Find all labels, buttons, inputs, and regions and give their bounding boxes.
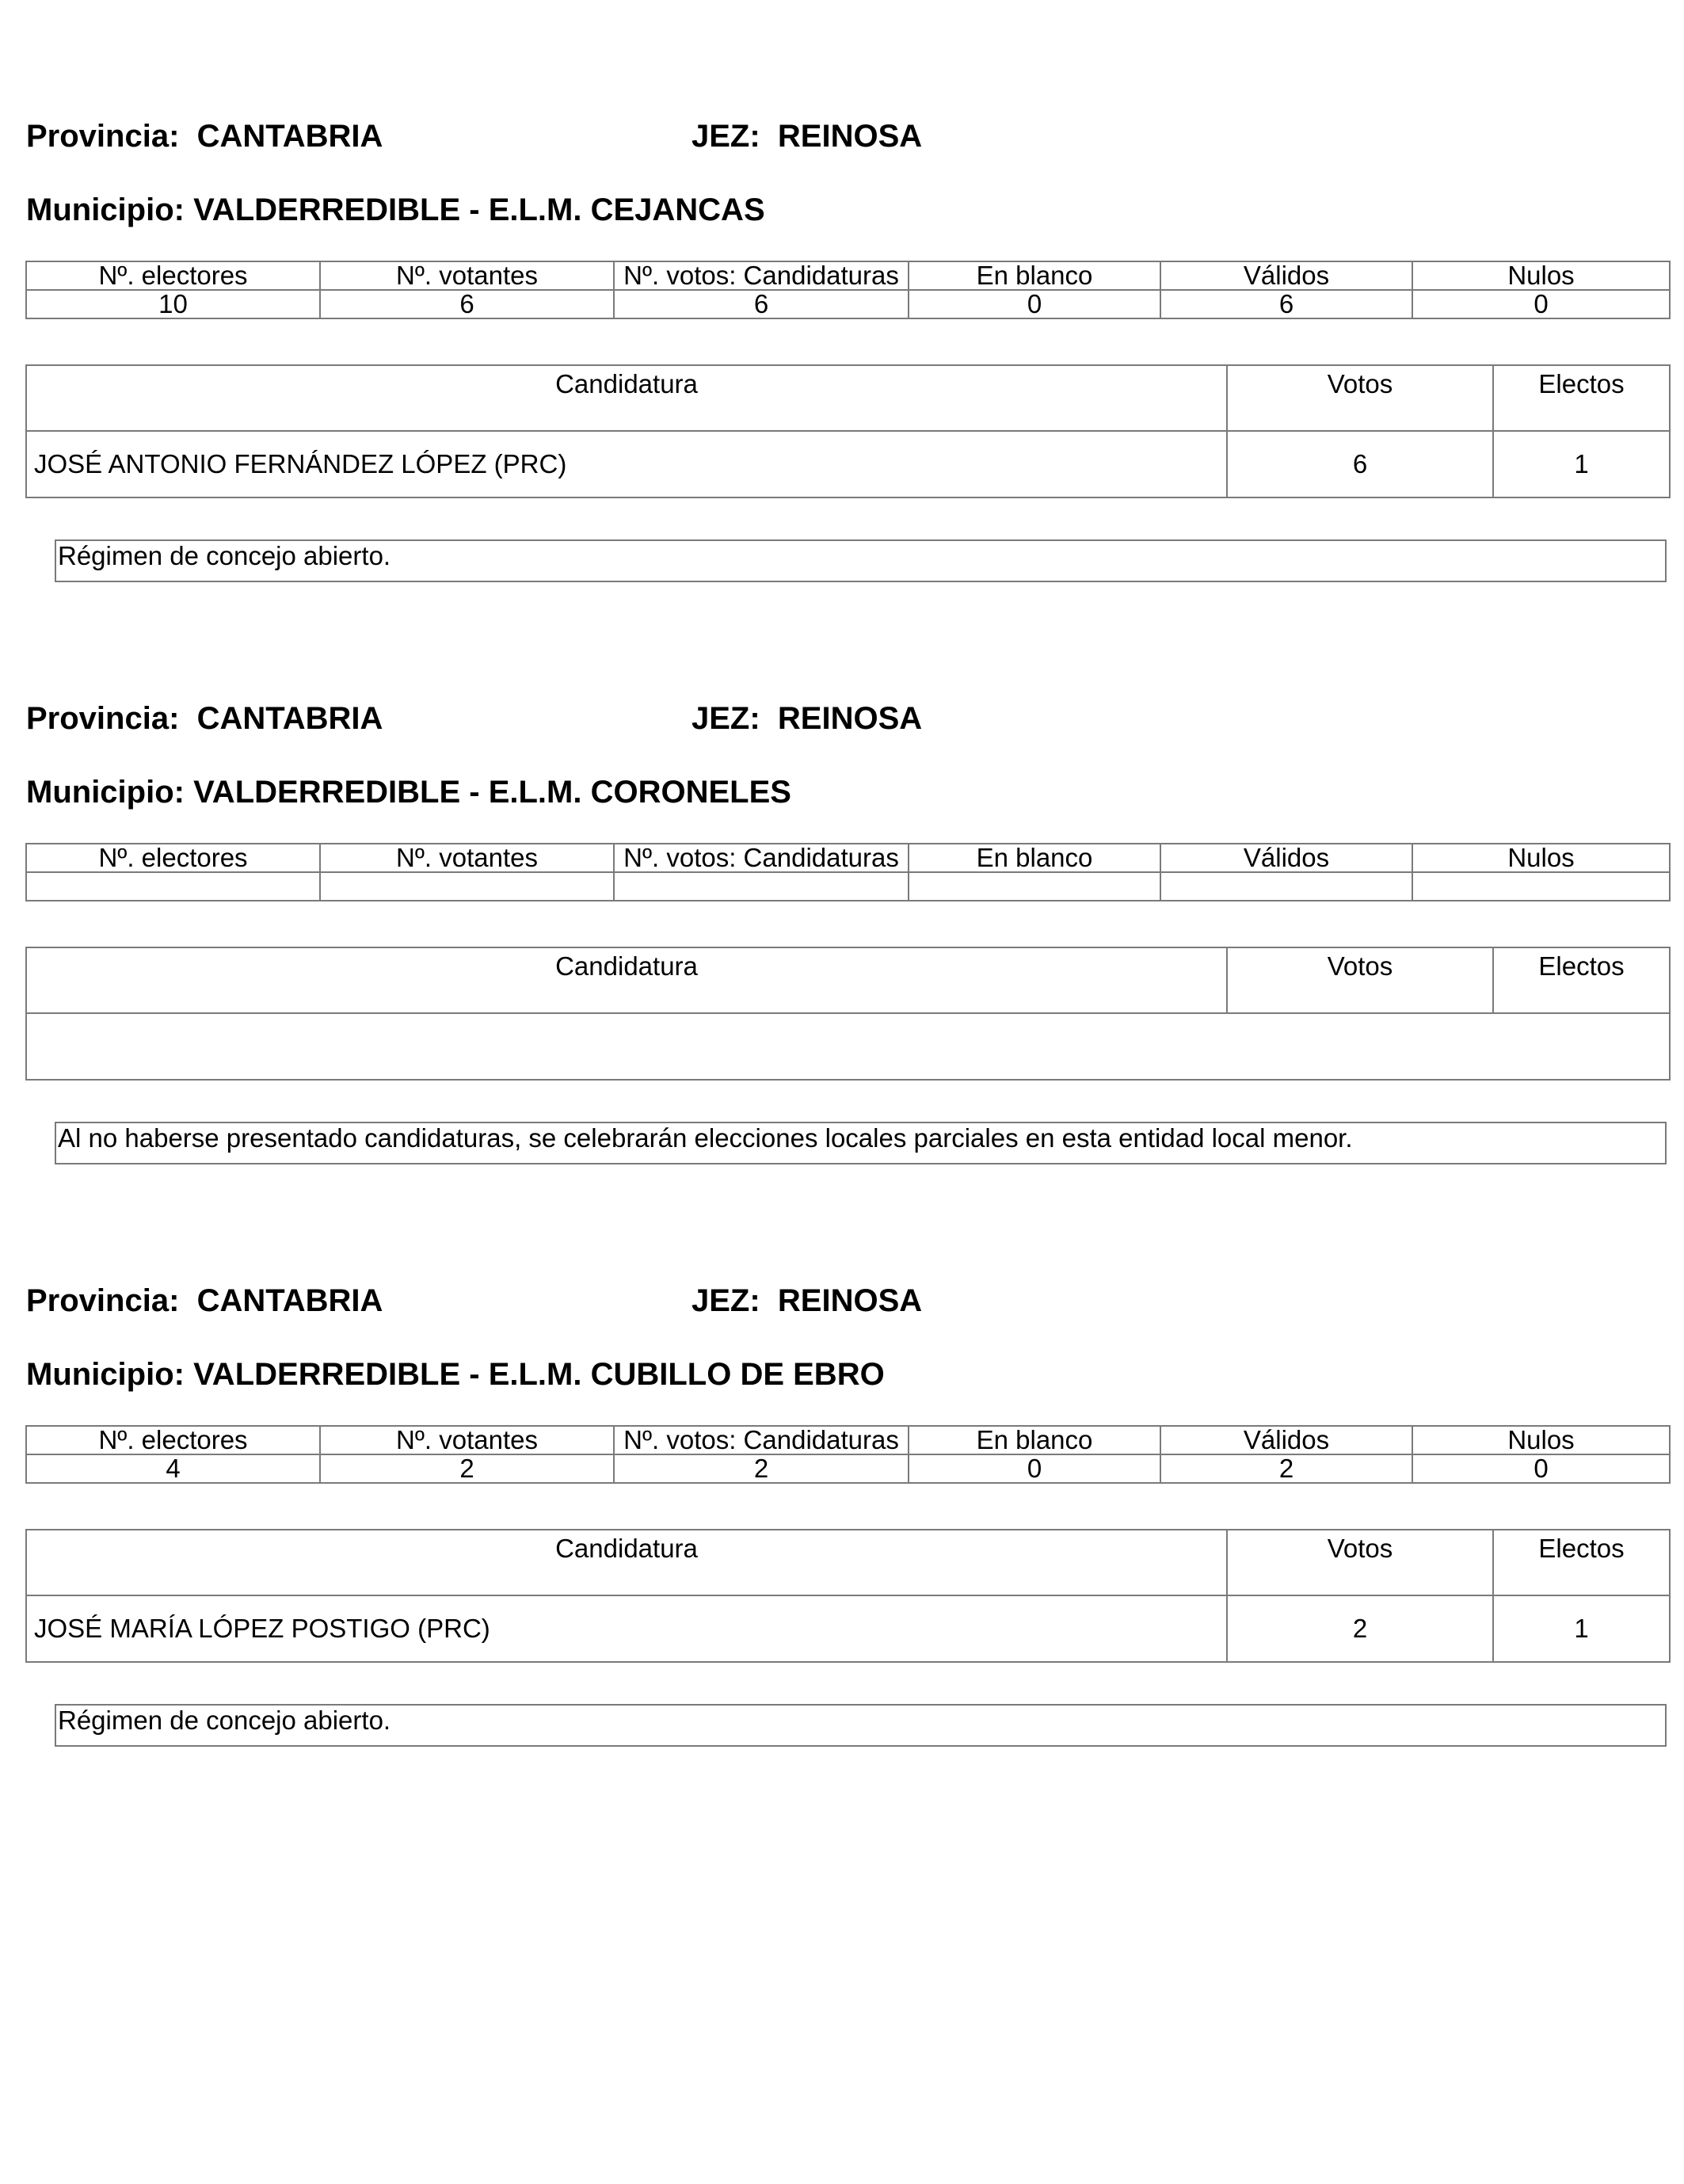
jez-heading: [692, 1282, 922, 1320]
municipio-value: VALDERREDIBLE - E.L.M. CUBILLO DE EBRO: [193, 1357, 885, 1392]
header-en-blanco: En blanco: [909, 844, 1160, 872]
header-votantes: Nº. votantes: [320, 844, 614, 872]
regime-note: Régimen de concejo abierto.: [55, 539, 1667, 582]
stats-value-row: [26, 290, 1670, 318]
jez-heading: [692, 699, 922, 738]
value-votantes: [320, 872, 614, 901]
value-electores: 10: [26, 290, 320, 318]
header-votos: Votos: [1227, 365, 1493, 431]
provincia-heading: [26, 1282, 383, 1320]
provincia-heading: [26, 117, 383, 155]
municipio-label: Municipio:: [26, 192, 185, 227]
stats-header-row: [26, 261, 1670, 290]
header-votos-candidaturas: Nº. votos: Candidaturas: [614, 1426, 909, 1454]
value-nulos: 0: [1412, 290, 1670, 318]
jez-label: JEZ:: [692, 119, 760, 154]
header-nulos: Nulos: [1412, 1426, 1670, 1454]
header-validos: Válidos: [1160, 844, 1412, 872]
regime-note: Al no haberse presentado candidaturas, se celebrarán elecciones locales parciales en esta entidad local menor.: [55, 1122, 1667, 1164]
value-electores: [26, 872, 320, 901]
jez-label: JEZ:: [692, 701, 760, 736]
provincia-value: CANTABRIA: [196, 701, 383, 736]
candidate-name-empty: [26, 1013, 1670, 1080]
provincia-label: Provincia:: [26, 119, 180, 154]
header-electores: Nº. electores: [26, 1426, 320, 1454]
value-en-blanco: 0: [909, 290, 1160, 318]
provincia-label: Provincia:: [26, 701, 180, 736]
value-votantes: 2: [320, 1454, 614, 1483]
header-electos: Electos: [1493, 365, 1670, 431]
candidate-electos: 1: [1493, 431, 1670, 497]
municipio-label: Municipio:: [26, 1357, 185, 1392]
value-electores: 4: [26, 1454, 320, 1483]
header-electos: Electos: [1493, 1530, 1670, 1595]
value-votos-candidaturas: 6: [614, 290, 909, 318]
municipio-label: Municipio:: [26, 775, 185, 810]
municipio-value: VALDERREDIBLE - E.L.M. CEJANCAS: [193, 192, 765, 227]
candidates-table: [25, 364, 1671, 498]
candidates-header-row: [26, 947, 1670, 1013]
header-votantes: Nº. votantes: [320, 261, 614, 290]
value-votos-candidaturas: 2: [614, 1454, 909, 1483]
value-validos: 6: [1160, 290, 1412, 318]
provincia-label: Provincia:: [26, 1283, 180, 1318]
jez-value: REINOSA: [777, 119, 923, 154]
value-nulos: 0: [1412, 1454, 1670, 1483]
jez-value: REINOSA: [777, 701, 923, 736]
header-votos: Votos: [1227, 1530, 1493, 1595]
stats-table: [25, 1425, 1671, 1484]
stats-header-row: [26, 1426, 1670, 1454]
header-candidatura: Candidatura: [26, 1530, 1227, 1595]
results-block-cejancas: [0, 0, 1684, 582]
header-nulos: Nulos: [1412, 844, 1670, 872]
value-votos-candidaturas: [614, 872, 909, 901]
header-electos: Electos: [1493, 947, 1670, 1013]
value-en-blanco: 0: [909, 1454, 1160, 1483]
stats-table: [25, 261, 1671, 319]
header-candidatura: Candidatura: [26, 365, 1227, 431]
candidate-votos: 2: [1227, 1595, 1493, 1662]
jez-heading: [692, 117, 922, 155]
header-en-blanco: En blanco: [909, 1426, 1160, 1454]
stats-table: [25, 843, 1671, 901]
header-votos-candidaturas: Nº. votos: Candidaturas: [614, 261, 909, 290]
header-validos: Válidos: [1160, 1426, 1412, 1454]
candidates-table: [25, 1529, 1671, 1663]
candidate-votos: 6: [1227, 431, 1493, 497]
header-validos: Válidos: [1160, 261, 1412, 290]
header-votos-candidaturas: Nº. votos: Candidaturas: [614, 844, 909, 872]
header-en-blanco: En blanco: [909, 261, 1160, 290]
regime-note: Régimen de concejo abierto.: [55, 1704, 1667, 1747]
header-nulos: Nulos: [1412, 261, 1670, 290]
provincia-value: CANTABRIA: [196, 119, 383, 154]
header-electores: Nº. electores: [26, 844, 320, 872]
municipio-heading: [26, 191, 765, 229]
provincia-value: CANTABRIA: [196, 1283, 383, 1318]
header-electores: Nº. electores: [26, 261, 320, 290]
value-en-blanco: [909, 872, 1160, 901]
value-validos: [1160, 872, 1412, 901]
table-row: [26, 1595, 1670, 1662]
candidate-name: JOSÉ MARÍA LÓPEZ POSTIGO (PRC): [26, 1595, 1227, 1662]
header-votos: Votos: [1227, 947, 1493, 1013]
jez-label: JEZ:: [692, 1283, 760, 1318]
results-block-coroneles: [0, 582, 1684, 1164]
candidate-name: JOSÉ ANTONIO FERNÁNDEZ LÓPEZ (PRC): [26, 431, 1227, 497]
candidates-table: [25, 947, 1671, 1081]
header-votantes: Nº. votantes: [320, 1426, 614, 1454]
value-votantes: 6: [320, 290, 614, 318]
table-row: [26, 1013, 1670, 1080]
candidates-header-row: [26, 1530, 1670, 1595]
jez-value: REINOSA: [777, 1283, 923, 1318]
candidate-electos: 1: [1493, 1595, 1670, 1662]
municipio-heading: [26, 773, 791, 811]
municipio-value: VALDERREDIBLE - E.L.M. CORONELES: [193, 775, 791, 810]
stats-value-row: [26, 1454, 1670, 1483]
municipio-heading: [26, 1355, 885, 1393]
value-validos: 2: [1160, 1454, 1412, 1483]
results-block-cubillo-de-ebro: [0, 1164, 1684, 1747]
provincia-heading: [26, 699, 383, 738]
table-row: [26, 431, 1670, 497]
value-nulos: [1412, 872, 1670, 901]
header-candidatura: Candidatura: [26, 947, 1227, 1013]
candidates-header-row: [26, 365, 1670, 431]
stats-header-row: [26, 844, 1670, 872]
stats-value-row: [26, 872, 1670, 901]
